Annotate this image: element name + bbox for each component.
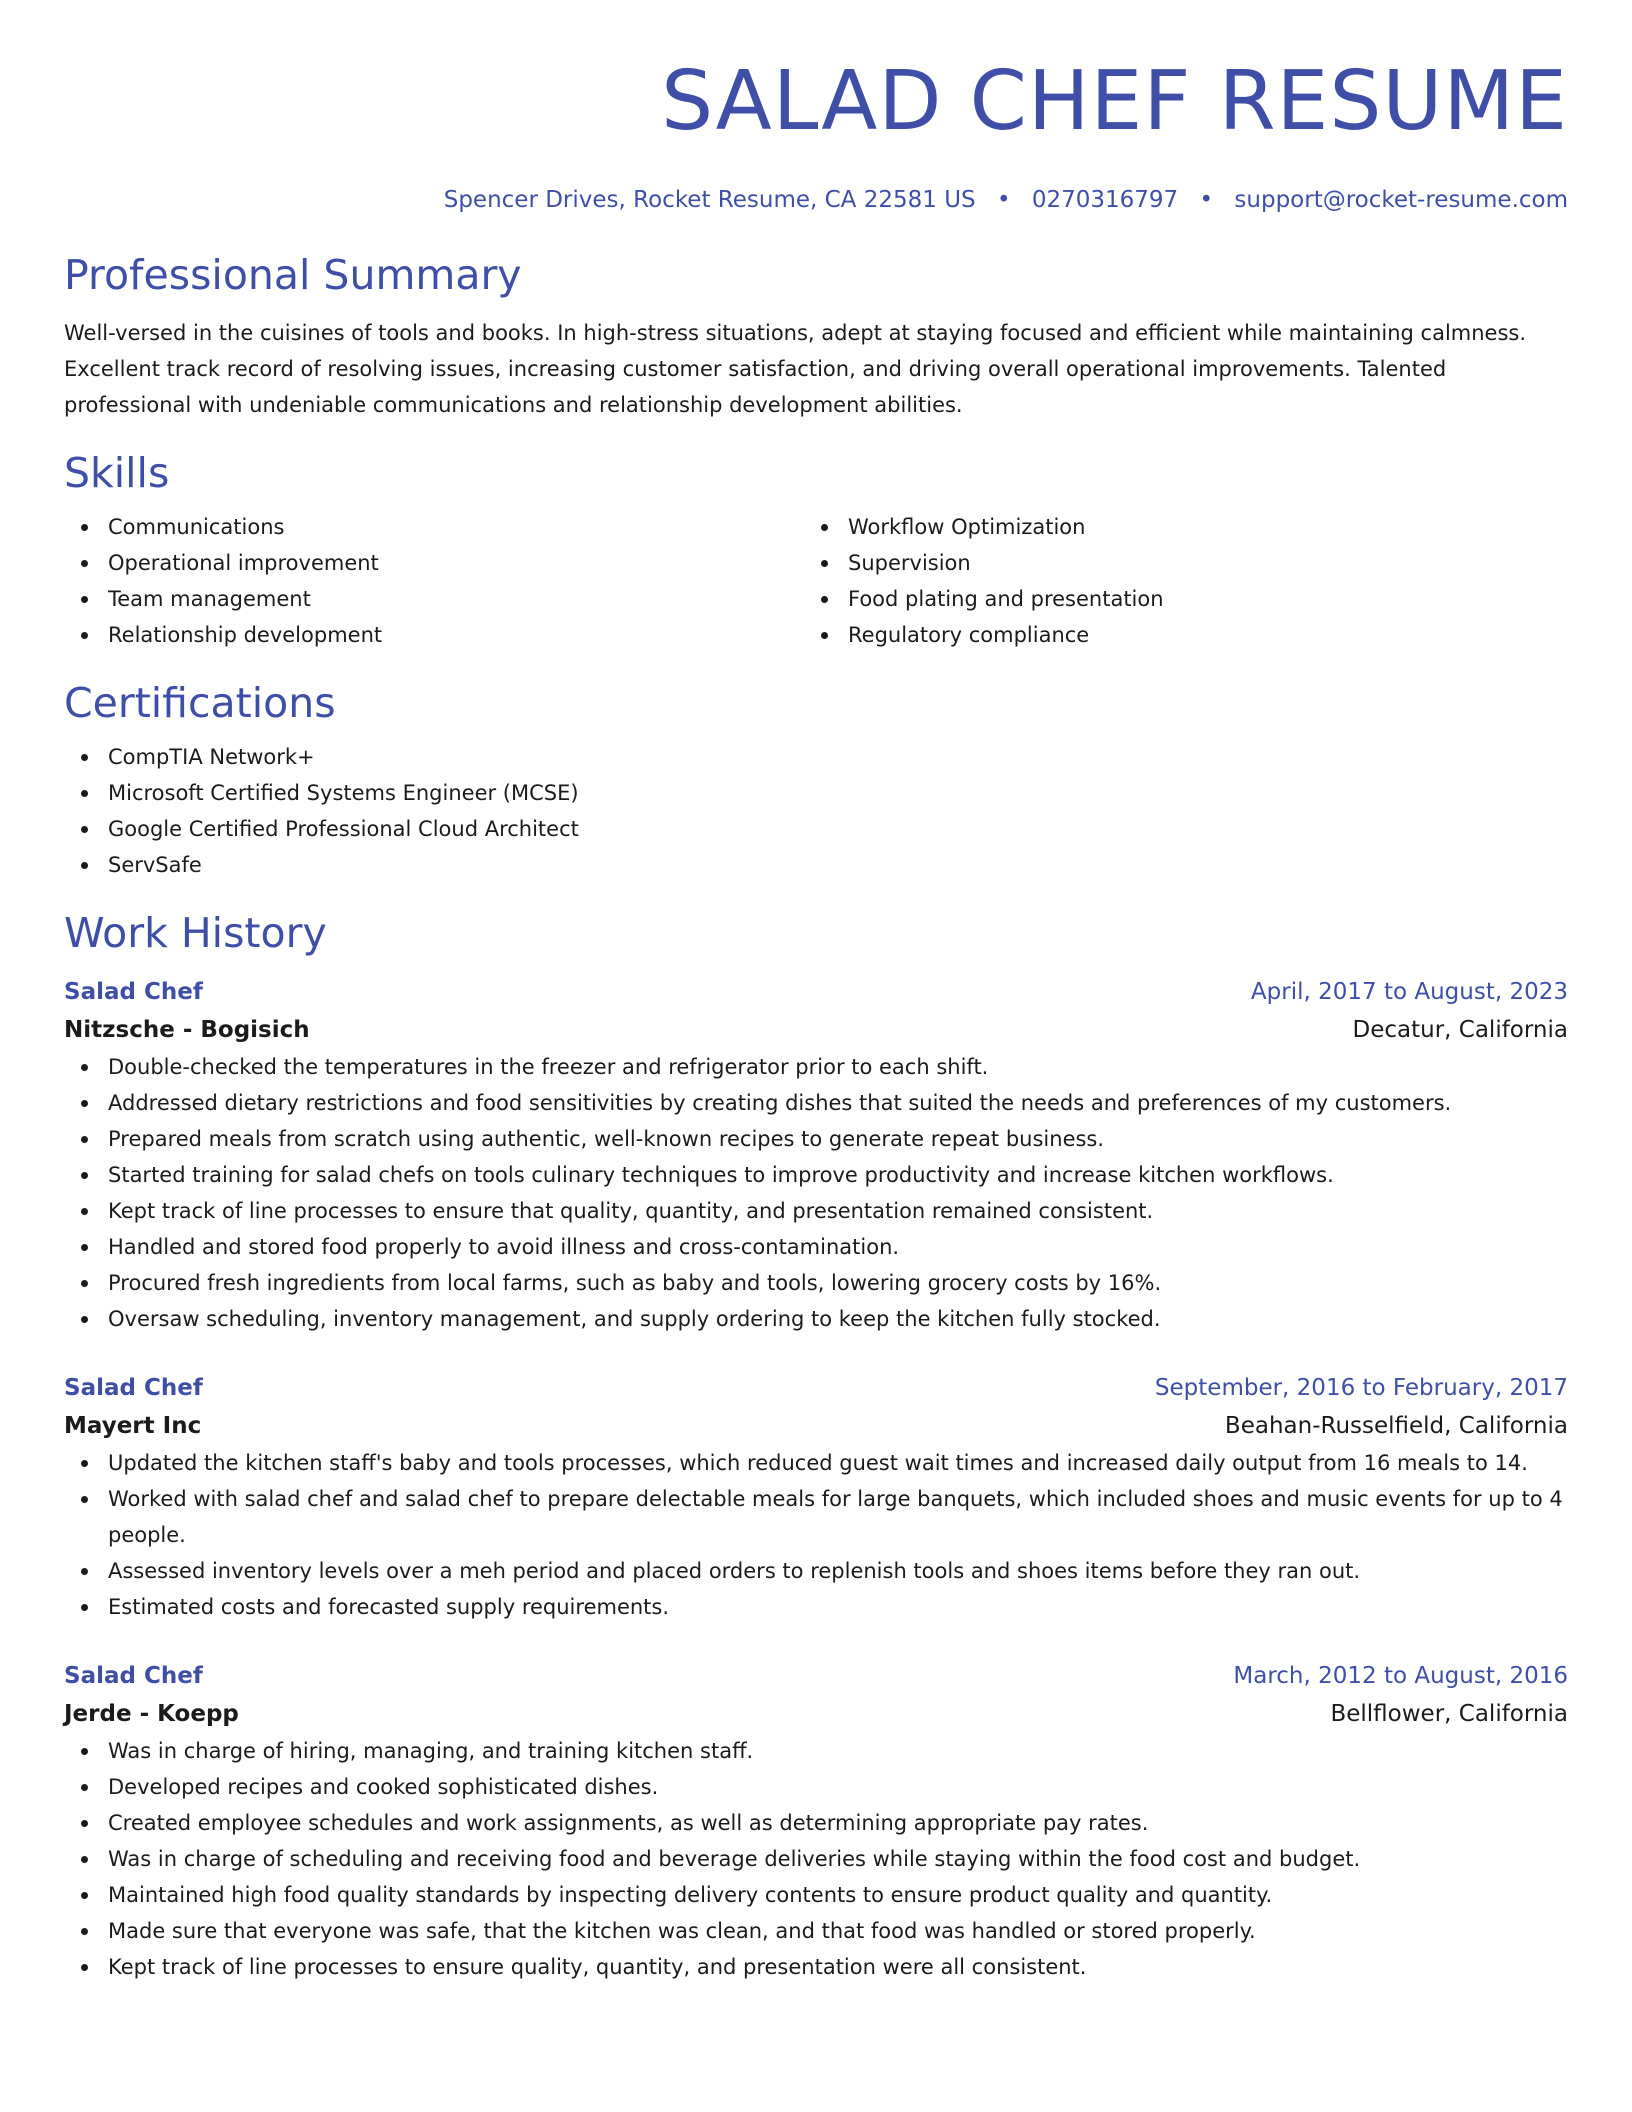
skills-section [64,447,1568,653]
job-bullet: Kept track of line processes to ensure that quality, quantity, and presentation remained consistent. [64,1193,1568,1229]
job-bullet: Oversaw scheduling, inventory management, and supply ordering to keep the kitchen fully stocked. [64,1301,1568,1337]
summary-section [64,249,1568,423]
job-header-row [64,973,1568,1011]
job-bullet: Maintained high food quality standards by inspecting delivery contents to ensure product quality and quantity. [64,1877,1568,1913]
job-bullet: Updated the kitchen staff's baby and tools processes, which reduced guest wait times and increased daily output from 16 meals to 14. [64,1445,1568,1481]
contact-separator: • [1199,187,1214,213]
job-company: Mayert Inc [64,1413,202,1439]
skill-item: Workflow Optimization [804,509,1544,545]
skill-item: Food plating and presentation [804,581,1544,617]
resume-header [64,0,1568,214]
job-bullet-list [64,1733,1568,1985]
job-company: Jerde - Koepp [64,1701,239,1727]
job-bullet: Kept track of line processes to ensure quality, quantity, and presentation were all consistent. [64,1949,1568,1985]
job-dates: September, 2016 to February, 2017 [1154,1375,1568,1401]
certifications-section [64,677,1568,883]
job-location: Bellflower, California [1330,1701,1568,1727]
certification-item: ServSafe [64,847,1568,883]
skills-list-right [804,509,1544,653]
job-bullet: Double-checked the temperatures in the freezer and refrigerator prior to each shift. [64,1049,1568,1085]
job-bullet: Made sure that everyone was safe, that the kitchen was clean, and that food was handled or stored properly. [64,1913,1568,1949]
skill-item: Regulatory compliance [804,617,1544,653]
job-title: Salad Chef [64,979,203,1005]
skill-item: Relationship development [64,617,804,653]
job-bullet: Was in charge of hiring, managing, and training kitchen staff. [64,1733,1568,1769]
job-bullet: Prepared meals from scratch using authentic, well-known recipes to generate repeat business. [64,1121,1568,1157]
skill-item: Communications [64,509,804,545]
job-bullet: Addressed dietary restrictions and food sensitivities by creating dishes that suited the needs and preferences of my customers. [64,1085,1568,1121]
job-bullet: Estimated costs and forecasted supply requirements. [64,1589,1568,1625]
job-company: Nitzsche - Bogisich [64,1017,310,1043]
contact-address: Spencer Drives, Rocket Resume, CA 22581 US [443,187,976,213]
job-entry [64,1657,1568,1985]
work-history-section [64,907,1568,1985]
skill-item: Team management [64,581,804,617]
certification-item: CompTIA Network+ [64,739,1568,775]
job-location: Decatur, California [1352,1017,1568,1043]
job-header-row [64,1369,1568,1407]
job-bullet: Started training for salad chefs on tools culinary techniques to improve productivity and increase kitchen workflows. [64,1157,1568,1193]
job-dates: April, 2017 to August, 2023 [1250,979,1568,1005]
job-bullet: Handled and stored food properly to avoid illness and cross-contamination. [64,1229,1568,1265]
contact-separator: • [996,187,1011,213]
section-heading-work-history: Work History [64,909,327,957]
skills-grid [64,509,1568,653]
job-entry [64,973,1568,1337]
skill-item: Operational improvement [64,545,804,581]
skills-list-left [64,509,804,653]
summary-text: Well-versed in the cuisines of tools and books. In high-stress situations, adept at staying focused and efficient while maintaining calmness. Excellent track record of resolving issues, increasing customer satisfaction, and driving overall operational improvements. Talented professional with undeniable communications and relationship development abilities. [64,321,1527,417]
job-title: Salad Chef [64,1663,203,1689]
job-header-row [64,1657,1568,1695]
job-title: Salad Chef [64,1375,203,1401]
job-bullet: Created employee schedules and work assignments, as well as determining appropriate pay rates. [64,1805,1568,1841]
job-bullet: Was in charge of scheduling and receiving food and beverage deliveries while staying within the food cost and budget. [64,1841,1568,1877]
job-subheader-row [64,1011,1568,1049]
job-dates: March, 2012 to August, 2016 [1233,1663,1568,1689]
section-heading-certifications: Certifications [64,679,336,727]
job-location: Beahan-Russelfield, California [1224,1413,1568,1439]
resume-title: SALAD CHEF RESUME [661,54,1568,149]
job-subheader-row [64,1695,1568,1733]
contact-phone[interactable]: 0270316797 [1031,187,1179,213]
job-subheader-row [64,1407,1568,1445]
job-entry [64,1369,1568,1625]
job-bullet-list [64,1445,1568,1625]
section-heading-summary: Professional Summary [64,251,522,299]
job-bullet-list [64,1049,1568,1337]
certifications-list [64,739,1568,883]
contact-email[interactable]: support@rocket-resume.com [1234,187,1568,213]
job-bullet: Assessed inventory levels over a meh period and placed orders to replenish tools and shoes items before they ran out. [64,1553,1568,1589]
skill-item: Supervision [804,545,1544,581]
job-bullet: Worked with salad chef and salad chef to prepare delectable meals for large banquets, which included shoes and music events for up to 4 people. [64,1481,1568,1553]
section-heading-skills: Skills [64,449,170,497]
contact-line [64,186,1568,214]
certification-item: Google Certified Professional Cloud Architect [64,811,1568,847]
job-bullet: Developed recipes and cooked sophisticated dishes. [64,1769,1568,1805]
certification-item: Microsoft Certified Systems Engineer (MCSE) [64,775,1568,811]
job-bullet: Procured fresh ingredients from local farms, such as baby and tools, lowering grocery costs by 16%. [64,1265,1568,1301]
